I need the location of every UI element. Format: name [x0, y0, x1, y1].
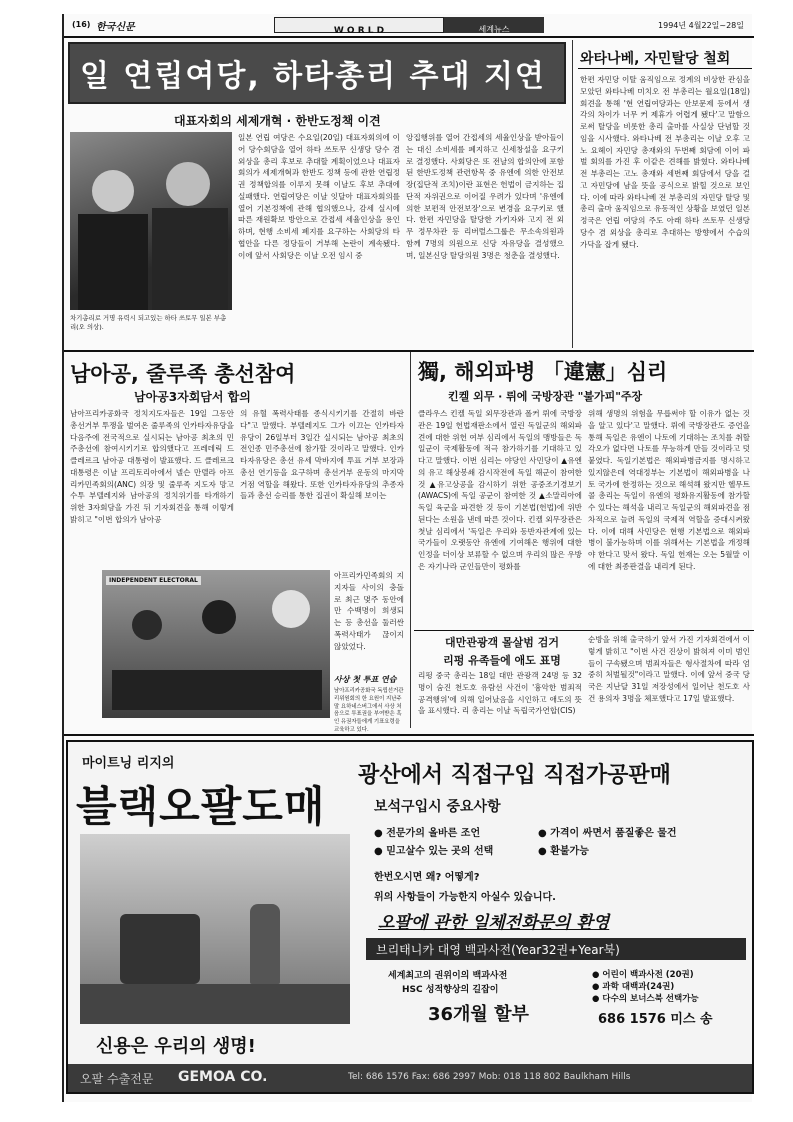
voter-figure-2 [202, 600, 236, 634]
section-label [274, 17, 444, 36]
story1-story2-divider [572, 40, 573, 348]
issue-date: 1994년 4월22일~28일 [658, 21, 744, 30]
ad-bullet-1: ● 전문가의 올바른 조언 [374, 828, 481, 839]
person-body-right [152, 208, 228, 310]
ad-phone-name: 686 1576 미스 송 [598, 1012, 713, 1027]
story4-subhead: 킨켈 외무 · 뤼에 국방장관 "불가피"주장 [448, 390, 643, 403]
story1-col1: 일본 연립 여당은 수요일(20일) 대표자회의에 이어 당수회담을 열어 하타 쓰토무 신생당 당수 겸 외상을 총리 후보로 추대할 계획이었으나 대표자 회의가 세제개혁과 한반도 정책 등에 관한 연립정권 정책합의를 이루지 못해 이날도 후보 추대에 실패했다. 연립여당은 이날 잇달아 대표자회의를 열어 기본정책에 관해 협의했으나, 감세 실시에 따른 재원확보 방안으로 간접세 세율인상을 용인하며, 현행 소비세 폐지를 요구하는 사회당의 타협안을 다른 정당들이 거부해 논란이 계속됐다. 이에 앞서 사회당은 이날 오전 임시 중 [238, 133, 400, 260]
ad-bullet-2: ● 가격이 싸면서 품질좋은 물건 [538, 828, 677, 839]
ad-footer-contact: Tel: 686 1576 Fax: 686 2997 Mob: 018 118 802 Baulkham Hills [348, 1072, 631, 1082]
ad-bullet-1-text: 전문가의 올바른 조언 [386, 828, 481, 839]
official-figure [272, 590, 310, 628]
ad-bullet-4: ● 환불가능 [538, 846, 589, 857]
voter-figure-1 [132, 610, 162, 640]
section-ko-label [444, 17, 544, 33]
story3-photo [102, 570, 330, 718]
story5-col2: 순방을 위해 출국하기 앞서 가진 기자회견에서 이렇게 밝히고 "이번 사건 진상이 밝혀져 이미 범인들이 구속됐으며 범죄자들은 형사절차에 따라 엄중히 처벌될것"이라고 말했다. 이에 앞서 중국 당국은 지난달 31일 저장성에서 일어난 천도호 사건 용의자 3명을 체포했다고 17일 발표했다. [588, 635, 750, 703]
ad-question-1: 한번오시면 왜? 어떻게? [374, 872, 480, 883]
story3-col1: 남아프리카공화국 정치지도자들은 19일 그동안 총선거부 투쟁을 벌여온 줄루족의 인카타자유당을 다음주에 전국적으로 실시되는 남아공 최초의 민주총선에 참여시키기로 합의했다고 프레데릭 드 클레르크 남아공 대통령이 발표했다. 드 클레르크 대통령은 이날 프리토리아에서 넬슨 만델라 아프리카민족회의(ANC) 의장 및 줄루족 지도자 망고수투 부텔레지와 남아공의 정치위기를 타개하기 위한 3자회담을 가진 뒤 기자회견을 통해 이렇게 밝히고 "이번 합의가 남아공 [70, 409, 234, 524]
story1-photo [70, 132, 232, 310]
story4-headline: 獨, 해외파병 「違憲」심리 [418, 360, 668, 384]
ad-footer-company: GEMOA CO. [178, 1069, 268, 1085]
person-figure-left [92, 170, 134, 212]
person-body-left [78, 214, 148, 310]
story4-col1: 클라우스 킨켈 독일 외무장관과 폴커 뤼에 국방장관은 19일 헌법재판소에서 열린 독일군의 해외파견에 대한 위헌 여부 심리에서 독일의 맹방들은 독일군이 국제활동에 적극 참가하기를 기대하고 있다고 말했다. 이번 심리는 야당인 사민당이 ▲유엔의 유고 해상봉쇄 감시작전에 독일 해군이 참여한 것 ▲유고상공을 감시하기 위한 공중조기경보기(AWACS)에 독일 공군이 참여한 것 ▲소말리아에 독일 육군을 파견한 것 등이 기본법(헌법)에 위반된다는 소원을 낸데 따른 것이다. 킨켈 외무장관은 첫날 심리에서 '독일은 우리와 동반자관계에 있는 국가들이 오랫동안 유엔에 기여해온 행위에 대한 인정을 더이상 보류할 수 없으며 우리의 많은 우방은 자기나라 군인들만이 평화를 [418, 409, 582, 571]
election-sign: INDEPENDENT ELECTORAL [106, 576, 201, 585]
story3-photo-title: 사상 첫 투표 연습 [334, 675, 397, 684]
story5-subhead: 리펑 유족들에 애도 표명 [443, 654, 561, 667]
advertisement [66, 740, 754, 1094]
story3-photo-caption: 남아프리카공화국 독립선거관리위원회의 한 요원이 지난주말 요하네스버그에서 사상 처음으로 투표권을 부여받은 흑인 유권자들에게 기표요령을 교육하고 있다. [334, 688, 404, 734]
story3-story4-divider [410, 352, 411, 728]
person-figure-right [166, 162, 210, 206]
story1-subhead: 대표자회의 세제개혁 · 한반도정책 이견 [174, 114, 381, 128]
ad-list-3-text: 다수의 보너스북 선택가능 [602, 994, 699, 1004]
story3-col2b: 아프리카민족회의 지지자들 사이의 충돌로 최근 몇주 동안에만 수백명이 희생되는 등 총선을 둘러싼 폭력사태가 끊이지 않았었다. [334, 571, 404, 651]
ad-main-title: 블랙오팔도매 [76, 782, 326, 831]
ad-headline: 광산에서 직접구입 직접가공판매 [358, 763, 671, 788]
ad-slogan: 신용은 우리의 생명! [96, 1036, 256, 1057]
ad-photo [80, 834, 350, 1024]
ad-bullet-4-text: 환불가능 [550, 846, 589, 857]
ad-banner: 오팔에 관한 일체전화문의 환영 [378, 913, 610, 933]
section-title: W O R L D [333, 26, 385, 36]
workbench [80, 984, 350, 1024]
story2-rule [578, 68, 752, 69]
story2-headline: 와타나베, 자민탈당 철회 [580, 51, 731, 67]
story3-subhead: 남아공3자회담서 합의 [134, 390, 251, 404]
ad-footer-left: 오팔 수출전문 [80, 1072, 154, 1086]
story3-col2: 의 유혈 폭력사태를 종식시키기를 간절히 바란다"고 말했다. 부텔레지도 그가 이끄는 인카타자유당이 26일부터 3일간 실시되는 남아공 최초의 전인종 민주총선에 참가할 것이라고 말했다. 인카타자유당은 총선 유세 막바지에 투표 거부 보장과 총선 연기등을 요구하며 총선거부 운동의 마지막 거점 역할을 해왔다. 또한 인카타자유당의 추종자들과 총선 승리를 통한 집권이 확실해 보이는 [240, 409, 404, 501]
ad-bullet-3: ● 믿고살수 있는 곳의 선택 [374, 846, 494, 857]
ad-subtitle: 보석구입시 중요사항 [374, 799, 501, 815]
story1-headline-box [68, 42, 566, 104]
story5-headline: 대만관광객 몰살범 검거 [445, 636, 559, 649]
story3-headline: 남아공, 줄루족 총선참여 [70, 362, 296, 386]
ad-top-rule [64, 734, 754, 736]
ad-installment: 36개월 할부 [428, 1004, 529, 1025]
ad-footer-bar [68, 1064, 752, 1092]
ad-list-1: ● 어린이 백과사전 (20권) [592, 970, 694, 980]
story1-col2: 앙집행위를 열어 간접세의 세율인상을 받아들이는 대신 소비세를 폐지하고 신세창설을 요구키로 결정했다. 사회당은 또 전날의 합의안에 포함된 한반도정책 관련항목 중 유엔에 의한 안전보장(집단적 조치)이란 표현은 헌법이 금지하는 집단적 자위권으로 이어질 우려가 있다며 '유엔에 의한 보편적 안전보장'으로 변경을 요구키로 했다. 한편 자민당을 탈당한 가키자와 고지 전 외무 정무차관 등 리버럴스그룹은 무소속의원과 함께 7명의 의원으로 신당 자유당을 결성했으며, 일본신당 탈당의원 3명은 청춘을 결성했다. [406, 133, 564, 260]
paper-name: 한국신문 [96, 22, 135, 33]
ballot-table [112, 670, 322, 710]
story1-photo-caption: 차기총리로 거명 유력시 되고있는 하타 쓰토무 일본 부총리(오 의상). [70, 314, 227, 332]
ad-list-2-text: 과학 대백과(24권) [602, 982, 675, 992]
ad-list-1-text: 어린이 백과사전 (20권) [602, 970, 694, 980]
page-number: (16) [72, 20, 91, 29]
ad-bullet-2-text: 가격이 싸면서 품질좋은 물건 [550, 828, 677, 839]
bottle-shape [250, 904, 280, 984]
header-rule [64, 36, 754, 38]
story5-col1: 리펑 중국 총리는 18일 대만 관광객 24명 등 32명이 숨진 천도호 유람선 사건이 '흉악한 범죄적 공격행위'에 의해 일어났음을 시인하고 애도의 뜻을 표시했다. 리 총리는 이날 독립국가연합(CIS) [418, 671, 582, 716]
polishing-machine [120, 914, 200, 984]
ad-encyclopedia-bar [366, 938, 746, 960]
ad-info-2: HSC 성적향상의 길잡이 [402, 985, 499, 995]
top-section-rule [64, 350, 754, 352]
ad-info-1: 세계최고의 권위이의 백과사전 [388, 971, 508, 981]
ad-list-3: ● 다수의 보너스북 선택가능 [592, 994, 699, 1004]
ad-question-2: 위의 사항들이 가능한지 아실수 있습니다. [374, 892, 556, 903]
story1-headline: 일 연립여당, 하타총리 추대 지연 [80, 59, 546, 94]
newspaper-sheet [62, 14, 752, 1102]
story5-rule [414, 630, 754, 631]
ad-bullet-3-text: 믿고살수 있는 곳의 선택 [386, 846, 494, 857]
ad-top-label: 마이트닝 리지의 [82, 756, 175, 771]
section-ko-title: 세계뉴스 [478, 25, 510, 34]
story2-body: 한편 자민당 이탈 움직임으로 정계의 비상한 관심을 모았던 와타나베 미치오 전 부총리는 월요일(18일) 회견을 통해 '현 연립여당과는 안보문제 등에서 생각의 차이가 너무 커 제휴가 어렵게 됐다'고 말함으로써 탈당을 비롯한 총리 출마를 사실상 단념할 것임을 시사했다. 와타나베 전 부총리는 이날 오후 고노 요헤이 자민당 총재와의 두번째 회담에 이어 파벌 회의를 가진 후 이같은 견해를 밝혔다. 와타나베 전 부총리는 고노 총재와 세번째 회담에서 당을 걸고 자민당에 남을 뜻을 공식으로 밝힐 것으로 보인다. 이에 따라 와타나베 전 부총리의 자민당 탈당 및 총리 출마 움직임으로 유동적인 상황을 보였던 일본 정국은 연립 여당의 주도 아래 하타 쓰토무 신생당당수 겸 외상을 총리로 추대하는 방향에서 수습의 가닥을 잡게 됐다. [580, 75, 750, 249]
story4-col2: 위해 생명의 위험을 무릅써야 할 이유가 없는 것을 알고 있다'고 말했다. 뤼에 국방장관도 증언을 통해 독일은 유엔이 나토에 기대하는 조치를 취할 각오가 없다면 나토를 무능하게 만들 것이라고 덧붙였다. 독일기본법은 해외파병금지를 명시하고 있지않은데 역대정부는 기본법이 해외파병을 나토 국가에 한정하는 것으로 해석해 왔지만 헬무트 콜 총리는 독일이 유엔의 평화유지활동에 참가할 수 있다는 해석을 내리고 독일군의 해외파견을 점차적으로 늘려 독일의 국제적 역할을 증대시켜왔다. 이에 대해 사민당은 현행 기본법으로 해외파병이 불가능하며 이를 위해서는 기본법을 개정해야 한다고 맞서 왔다. 독일 헌재는 오는 5월말 이에 대한 최종판결을 내리게 된다. [588, 409, 750, 571]
ad-list-2: ● 과학 대백과(24권) [592, 982, 675, 992]
ad-encyclopedia-text: 브리태니카 대영 백과사전(Year32권+Year북) [376, 943, 620, 957]
